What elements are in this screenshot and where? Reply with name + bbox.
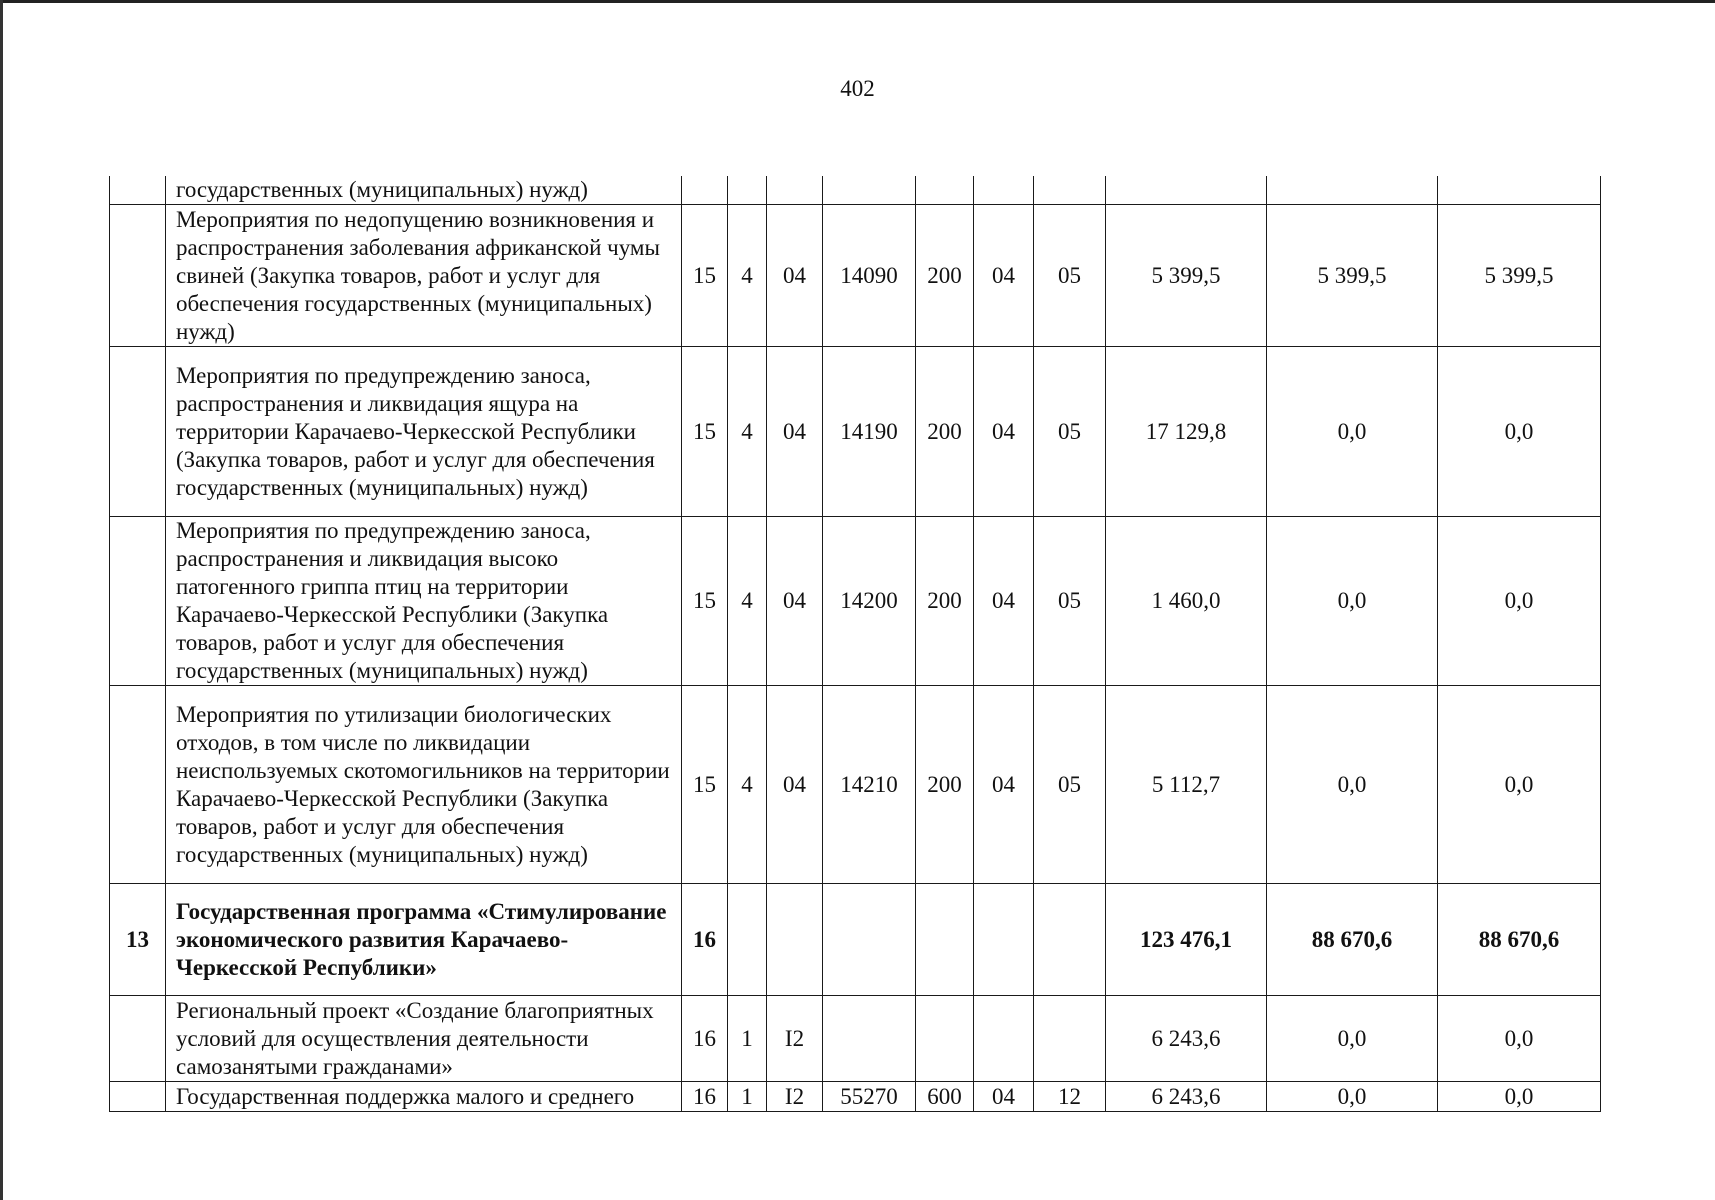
amount-year-3: 0,0 [1438,686,1601,884]
code-event: 04 [767,205,823,347]
code-subprogram [728,884,767,996]
table-row [110,176,1601,205]
code-event: I2 [767,996,823,1082]
code-ministry: 15 [682,686,728,884]
code-subsection [1034,884,1106,996]
code-expense-type [916,176,974,205]
row-name: Мероприятия по недопущению возникновения и распространения заболевания африканской чумы свиней (Закупка товаров, работ и услуг для обеспечения государственных (муниципальных) нужд) [166,205,682,347]
code-section: 04 [974,205,1034,347]
code-ministry [682,176,728,205]
row-number [110,517,166,686]
amount-year-1: 5 112,7 [1106,686,1267,884]
code-section: 04 [974,347,1034,517]
row-name: Мероприятия по предупреждению заноса, распространения и ликвидация высоко патогенного гриппа птиц на территории Карачаево-Черкесской Республики (Закупка товаров, работ и услуг для обеспечения государственных (муниципальных) нужд) [166,517,682,686]
code-subsection [1034,176,1106,205]
amount-year-1: 5 399,5 [1106,205,1267,347]
amount-year-2: 0,0 [1267,996,1438,1082]
amount-year-3 [1438,176,1601,205]
amount-year-1: 6 243,6 [1106,996,1267,1082]
amount-year-2: 5 399,5 [1267,205,1438,347]
code-subsection: 05 [1034,347,1106,517]
code-subprogram: 4 [728,686,767,884]
code-expense-type: 200 [916,205,974,347]
code-subsection: 05 [1034,205,1106,347]
code-section [974,176,1034,205]
code-subsection: 12 [1034,1082,1106,1112]
table-row [110,517,1601,686]
amount-year-3: 5 399,5 [1438,205,1601,347]
page-number: 402 [840,76,875,101]
code-subsection: 05 [1034,686,1106,884]
row-number [110,1082,166,1112]
code-event [767,176,823,205]
amount-year-1: 17 129,8 [1106,347,1267,517]
table-row [110,347,1601,517]
code-direction: 14090 [823,205,916,347]
amount-year-3: 0,0 [1438,517,1601,686]
row-number [110,176,166,205]
table-row [110,686,1601,884]
amount-year-3: 88 670,6 [1438,884,1601,996]
code-expense-type: 200 [916,517,974,686]
row-name: государственных (муниципальных) нужд) [166,176,682,205]
table-row [110,996,1601,1082]
code-event: 04 [767,686,823,884]
code-direction [823,996,916,1082]
row-name: Мероприятия по предупреждению заноса, распространения и ликвидация ящура на территории Карачаево-Черкесской Республики (Закупка товаров, работ и услуг для обеспечения государственных (муниципальных) нужд) [166,347,682,517]
code-expense-type [916,884,974,996]
row-name: Государственная поддержка малого и среднего [166,1082,682,1112]
code-subprogram: 1 [728,996,767,1082]
amount-year-2: 88 670,6 [1267,884,1438,996]
code-expense-type: 600 [916,1082,974,1112]
row-number: 13 [110,884,166,996]
code-ministry: 16 [682,1082,728,1112]
code-subsection [1034,996,1106,1082]
code-ministry: 16 [682,996,728,1082]
amount-year-1: 123 476,1 [1106,884,1267,996]
row-number [110,205,166,347]
code-expense-type: 200 [916,347,974,517]
code-direction: 14190 [823,347,916,517]
code-section [974,884,1034,996]
code-event: I2 [767,1082,823,1112]
code-section [974,996,1034,1082]
table-row [110,884,1601,996]
amount-year-1: 6 243,6 [1106,1082,1267,1112]
code-event [767,884,823,996]
code-subprogram: 4 [728,347,767,517]
code-direction [823,884,916,996]
code-subprogram: 4 [728,517,767,686]
amount-year-2: 0,0 [1267,686,1438,884]
amount-year-1 [1106,176,1267,205]
budget-table [109,176,1601,1112]
row-name: Мероприятия по утилизации биологических отходов, в том числе по ликвидации неиспользуемых скотомогильников на территории Карачаево-Черкесской Республики (Закупка товаров, работ и услуг для обеспечения государственных (муниципальных) нужд) [166,686,682,884]
scan-left-edge [0,0,3,1200]
table-row [110,1082,1601,1112]
row-name: Региональный проект «Создание благоприятных условий для осуществления деятельности самозанятыми гражданами» [166,996,682,1082]
amount-year-2: 0,0 [1267,1082,1438,1112]
code-event: 04 [767,347,823,517]
amount-year-1: 1 460,0 [1106,517,1267,686]
scan-top-edge [0,0,1715,3]
code-expense-type: 200 [916,686,974,884]
row-name: Государственная программа «Стимулирование экономического развития Карачаево-Черкесской Республики» [166,884,682,996]
code-ministry: 15 [682,347,728,517]
row-number [110,347,166,517]
code-event: 04 [767,517,823,686]
row-number [110,996,166,1082]
code-section: 04 [974,686,1034,884]
code-direction: 14210 [823,686,916,884]
amount-year-3: 0,0 [1438,1082,1601,1112]
code-ministry: 15 [682,205,728,347]
code-subprogram: 4 [728,205,767,347]
table-row [110,205,1601,347]
amount-year-2 [1267,176,1438,205]
code-direction [823,176,916,205]
code-expense-type [916,996,974,1082]
code-subprogram: 1 [728,1082,767,1112]
amount-year-3: 0,0 [1438,347,1601,517]
code-subprogram [728,176,767,205]
code-ministry: 15 [682,517,728,686]
amount-year-2: 0,0 [1267,347,1438,517]
row-number [110,686,166,884]
code-section: 04 [974,517,1034,686]
amount-year-3: 0,0 [1438,996,1601,1082]
amount-year-2: 0,0 [1267,517,1438,686]
code-subsection: 05 [1034,517,1106,686]
code-ministry: 16 [682,884,728,996]
code-direction: 14200 [823,517,916,686]
code-direction: 55270 [823,1082,916,1112]
code-section: 04 [974,1082,1034,1112]
